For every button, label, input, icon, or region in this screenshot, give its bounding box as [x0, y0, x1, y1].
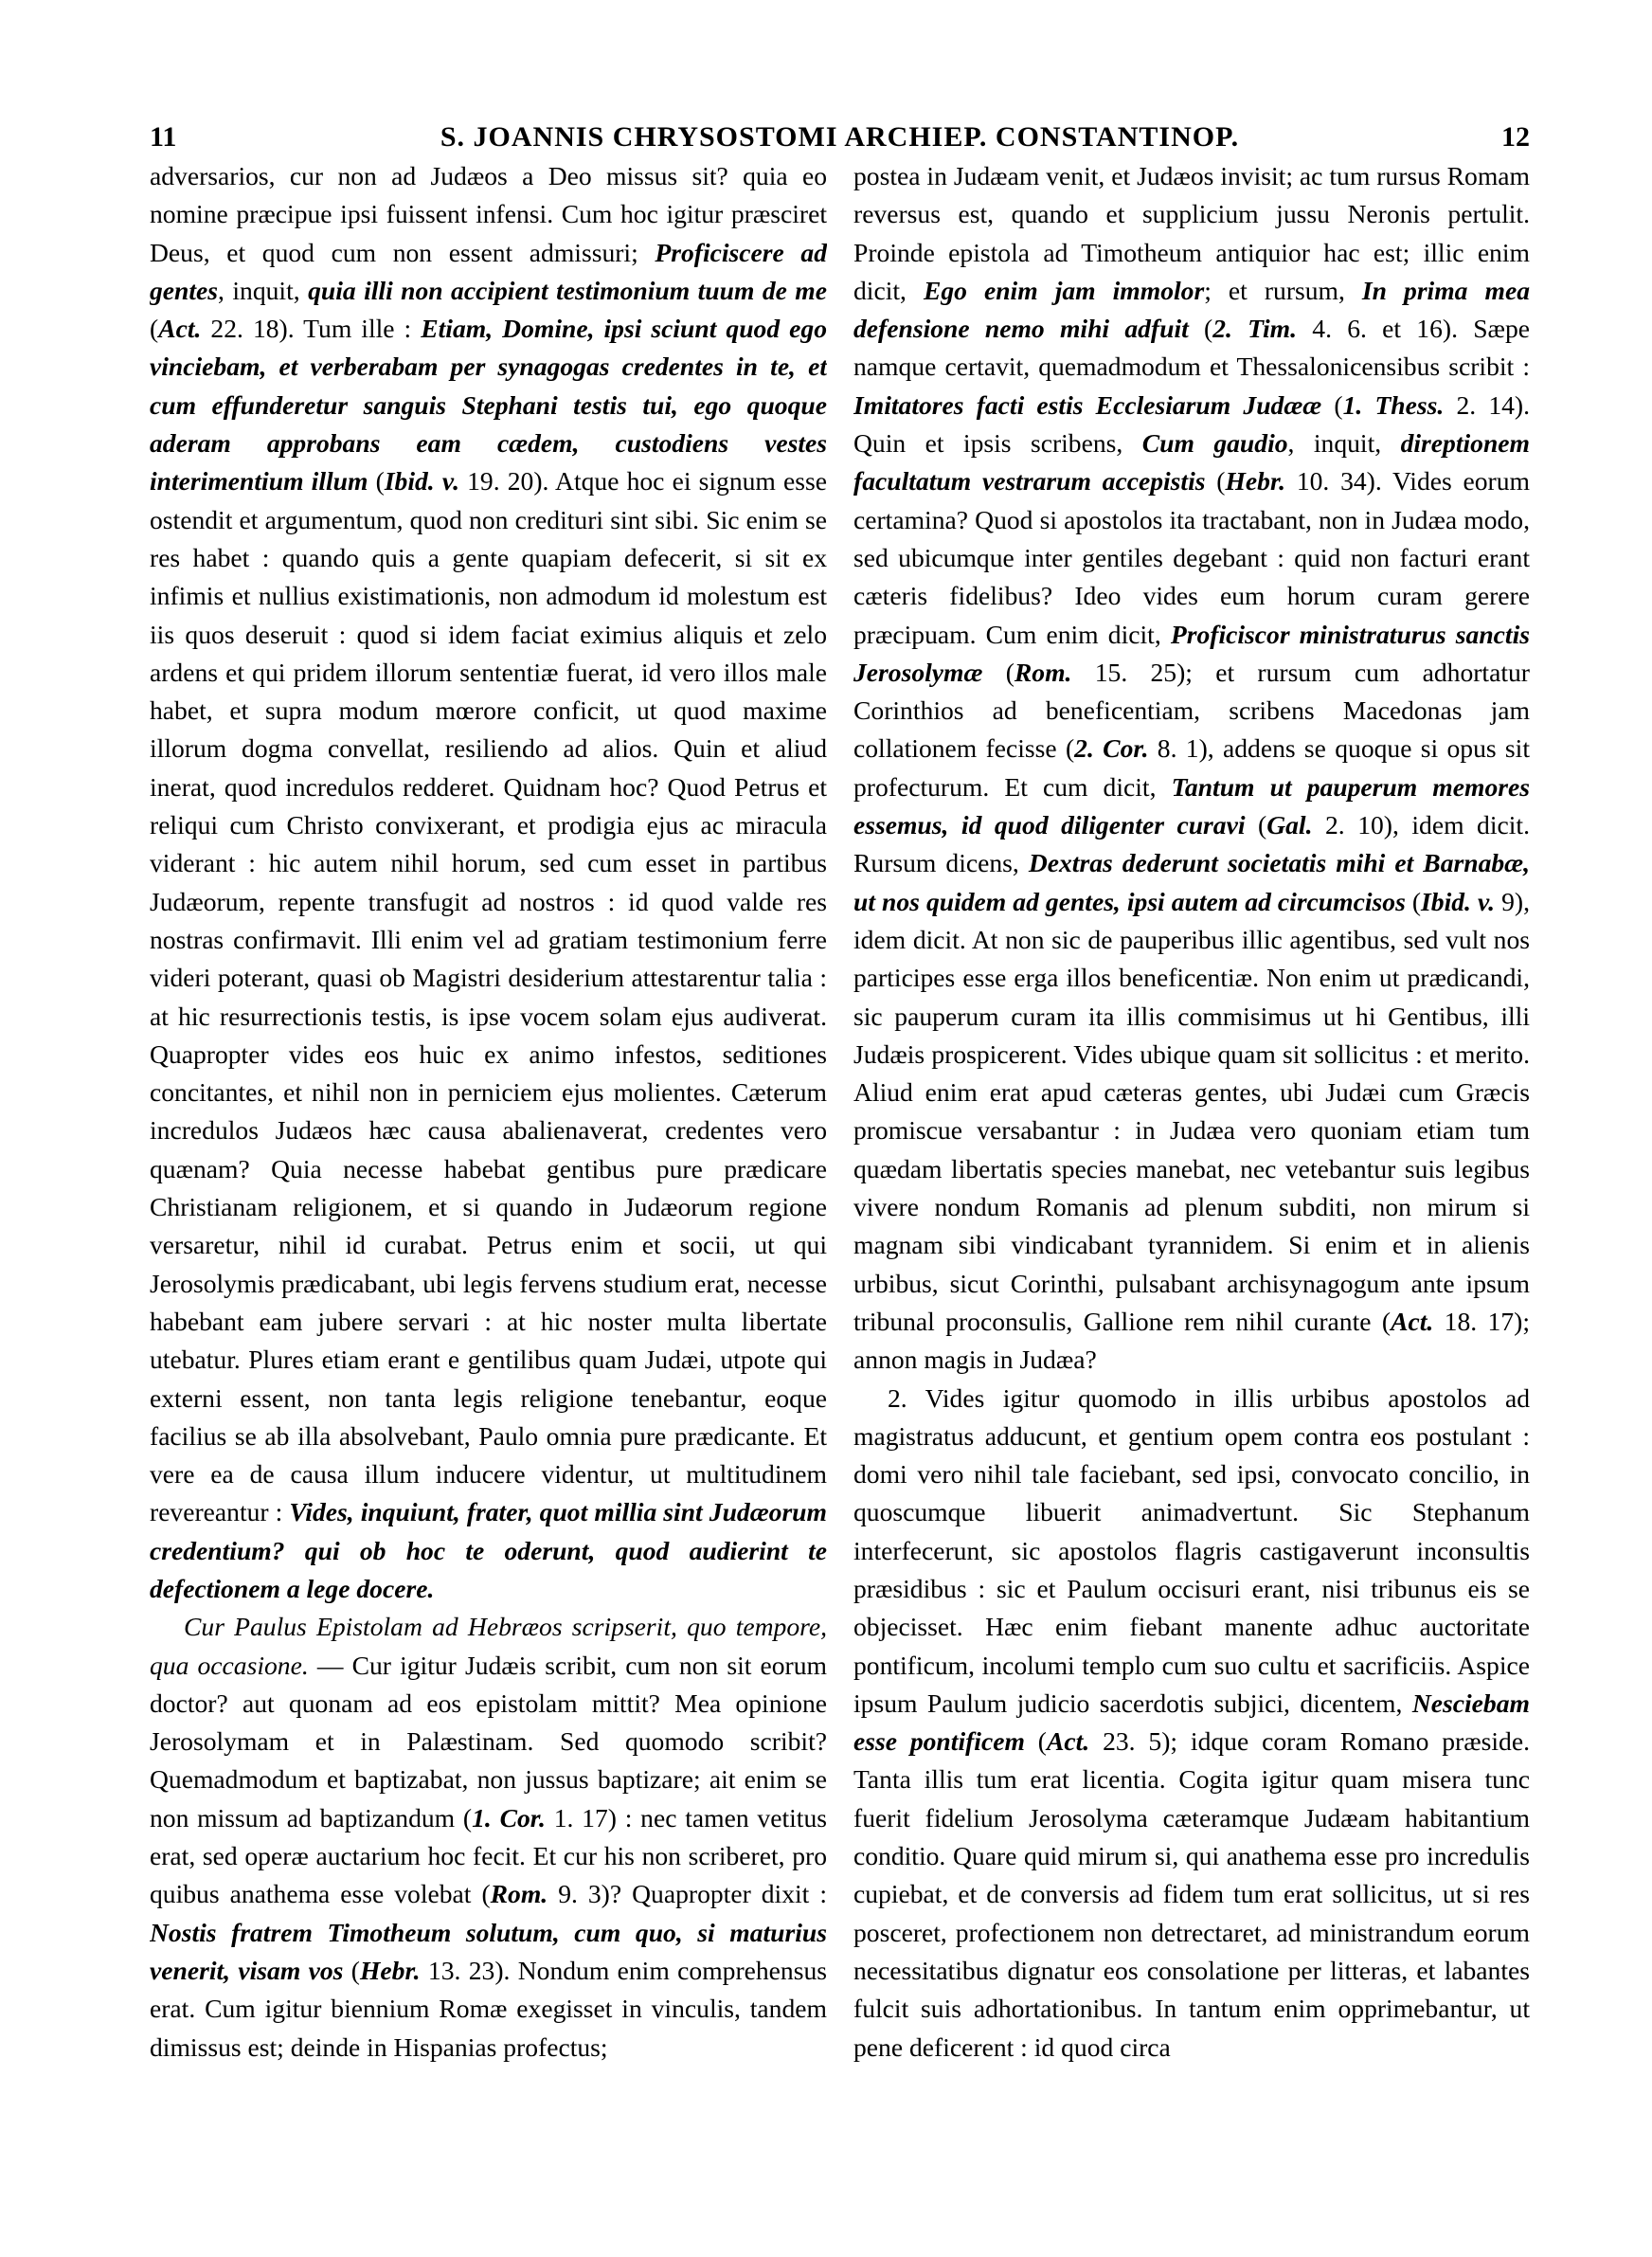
- running-head: [150, 118, 1530, 156]
- page-number-right: 12: [1501, 121, 1530, 153]
- right-column: [853, 157, 1530, 2232]
- left-paragraph-2: Cur Paulus Epistolam ad Hebræos scripserit, quo tempore, qua occasione. — Cur igitur Judæis scribit, cum non sit eorum doctor? aut quonam ad eos epistolam mittit? Mea opinione Jerosolymam et in Palæstinam. Sed quomodo scribit? Quemadmodum et baptizabat, non jussus baptizare; ait enim se non missum ad baptizandum (1. Cor. 1. 17) : nec tamen vetitus erat, sed operæ auctarium hoc fecit. Et cur his non scriberet, pro quibus anathema esse volebat (Rom. 9. 3)? Quapropter dixit : Nostis fratrem Timotheum solutum, cum quo, si maturius venerit, visam vos (Hebr. 13. 23). Nondum enim comprehensus erat. Cum igitur biennium Romæ exegisset in vinculis, tandem dimissus est; deinde in Hispanias profectus;: [150, 1612, 827, 2062]
- left-paragraph-1: adversarios, cur non ad Judæos a Deo missus sit? quia eo nomine præcipue ipsi fuissent infensi. Cum hoc igitur præsciret Deus, et quod cum non essent admissuri; Proficiscere ad gentes, inquit, quia illi non accipient testimonium tuum de me (Act. 22. 18). Tum ille : Etiam, Domine, ipsi sciunt quod ego vinciebam, et verberabam per synagogas credentes in te, et cum effunderetur sanguis Stephani testis tui, ego quoque aderam approbans eam cædem, custodiens vestes interimentium illum (Ibid. v. 19. 20). Atque hoc ei signum esse ostendit et argumentum, quod non credituri sint sibi. Sic enim se res habet : quando quis a gente quapiam defecerit, si sit ex infimis et nullius existimationis, non admodum id molestum est iis quos deseruit : quod si idem faciat eximius aliquis et zelo ardens et qui pridem illorum sententiæ fuerat, id vero illos male habet, et supra modum mœrore conficit, ut quod maxime illorum dogma convellat, resiliendo ad alios. Quin et aliud inerat, quod incredulos redderet. Quidnam hoc? Quod Petrus et reliqui cum Christo convixerant, et prodigia ejus ac miracula viderant : hic autem nihil horum, sed cum esset in partibus Judæorum, repente transfugit ad nostros : id quod valde res nostras confirmavit. Illi enim vel ad gratiam testimonium ferre videri poterant, quasi ob Magistri desiderium attestarentur talia : at hic resurrectionis testis, is ipse vocem solam ejus audiverat. Quapropter vides eos huic ex animo infestos, seditiones concitantes, et nihil non in perniciem ejus molientes. Cæterum incredulos Judæos hæc causa abalienaverat, credentes vero quænam? Quia necesse habebat gentibus pure prædicare Christianam religionem, et si quando in Judæorum regione versaretur, nihil id curabat. Petrus enim et socii, ut qui Jerosolymis prædicabant, ubi legis fervens studium erat, necesse habebant eam jubere servari : at hic noster multa libertate utebatur. Plures etiam erant e gentilibus quam Judæi, utpote qui externi essent, non tanta legis religione tenebantur, eoque facilius se ab illa absolvebant, Paulo omnia pure prædicante. Et vere ea de causa illum inducere videntur, ut multitudinem revereantur : Vides, inquiunt, frater, quot millia sint Judæorum credentium? qui ob hoc te oderunt, quod audierint te defectionem a lege docere.: [150, 161, 827, 1603]
- page-number-left: 11: [150, 121, 177, 153]
- section-heading: Cur Paulus Epistolam ad Hebræos scripserit, quo tempore, qua occasione.: [150, 1612, 827, 1680]
- running-title: S. JOANNIS CHRYSOSTOMI ARCHIEP. CONSTANTINOP.: [440, 121, 1240, 153]
- right-paragraph-2: 2. Vides igitur quomodo in illis urbibus apostolos ad magistratus adducunt, et gentium opem contra eos postulant : domi vero nihil tale faciebant, sed ipsi, convocato concilio, in quoscumque libuerit animadvertunt. Sic Stephanum interfecerunt, sic apostolos flagris castigaverunt inconsultis præsidibus : sic et Paulum occisuri erant, nisi tribunus eis se objecisset. Hæc enim fiebant manente adhuc auctoritate pontificum, incolumi templo cum suo cultu et sacrificiis. Aspice ipsum Paulum judicio sacerdotis subjici, dicentem, Nesciebam esse pontificem (Act. 23. 5); idque coram Romano præside. Tanta illis tum erat licentia. Cogita igitur quam misera tunc fuerit fidelium Jerosolyma cæteramque Judæam habitantium conditio. Quare quid mirum si, qui anathema esse pro incredulis cupiebat, et de conversis ad fidem tum erat sollicitus, ut si res posceret, profectionem non detrectaret, ad ministrandum eorum necessitatibus dignatur eos consolatione per litteras, et labantes fulcit suis adhortationibus. In tantum enim opprimebantur, ut pene deficerent : id quod circa: [853, 1382, 1530, 2062]
- left-column: [150, 157, 827, 2232]
- right-paragraph-1: postea in Judæam venit, et Judæos invisit; ac tum rursus Romam reversus est, quando et supplicium jussu Neronis pertulit. Proinde epistola ad Timotheum antiquior hac est; illic enim dicit, Ego enim jam immolor; et rursum, In prima mea defensione nemo mihi adfuit (2. Tim. 4. 6. et 16). Sæpe namque certavit, quemadmodum et Thessalonicensibus scribit : Imitatores facti estis Ecclesiarum Judææ (1. Thess. 2. 14). Quin et ipsis scribens, Cum gaudio, inquit, direptionem facultatum vestrarum accepistis (Hebr. 10. 34). Vides eorum certamina? Quod si apostolos ita tractabant, non in Judæa modo, sed ubicumque inter gentiles degebant : quid non facturi erant cæteris fidelibus? Ideo vides eum horum curam gerere præcipuam. Cum enim dicit, Proficiscor ministraturus sanctis Jerosolymæ (Rom. 15. 25); et rursum cum adhortatur Corinthios ad beneficentiam, scribens Macedonas jam collationem fecisse (2. Cor. 8. 1), addens se quoque si opus sit profecturum. Et cum dicit, Tantum ut pauperum memores essemus, id quod diligenter curavi (Gal. 2. 10), idem dicit. Rursum dicens, Dextras dederunt societatis mihi et Barnabæ, ut nos quidem ad gentes, ipsi autem ad circumcisos (Ibid. v. 9), idem dicit. At non sic de pauperibus illic agentibus, sed vult nos participes esse erga illos beneficentiæ. Non enim ut prædicandi, sic pauperum curam ita illis commisimus ut hi Gentibus, illi Judæis prospicerent. Vides ubique quam sit sollicitus : et merito. Aliud enim erat apud cæteras gentes, ubi Judæi cum Græcis promiscue versabantur : in Judæa vero quoniam etiam tum quædam libertatis species manebat, nec vetebantur suis legibus vivere nondum Romanis ad plenum subditi, non mirum si magnam sibi vindicabant tyrannidem. Si enim et in alienis urbibus, sicut Corinthi, pulsabant archisynagogum ante ipsum tribunal proconsulis, Gallione rem nihil curante (Act. 18. 17); annon magis in Judæa?: [853, 161, 1530, 1375]
